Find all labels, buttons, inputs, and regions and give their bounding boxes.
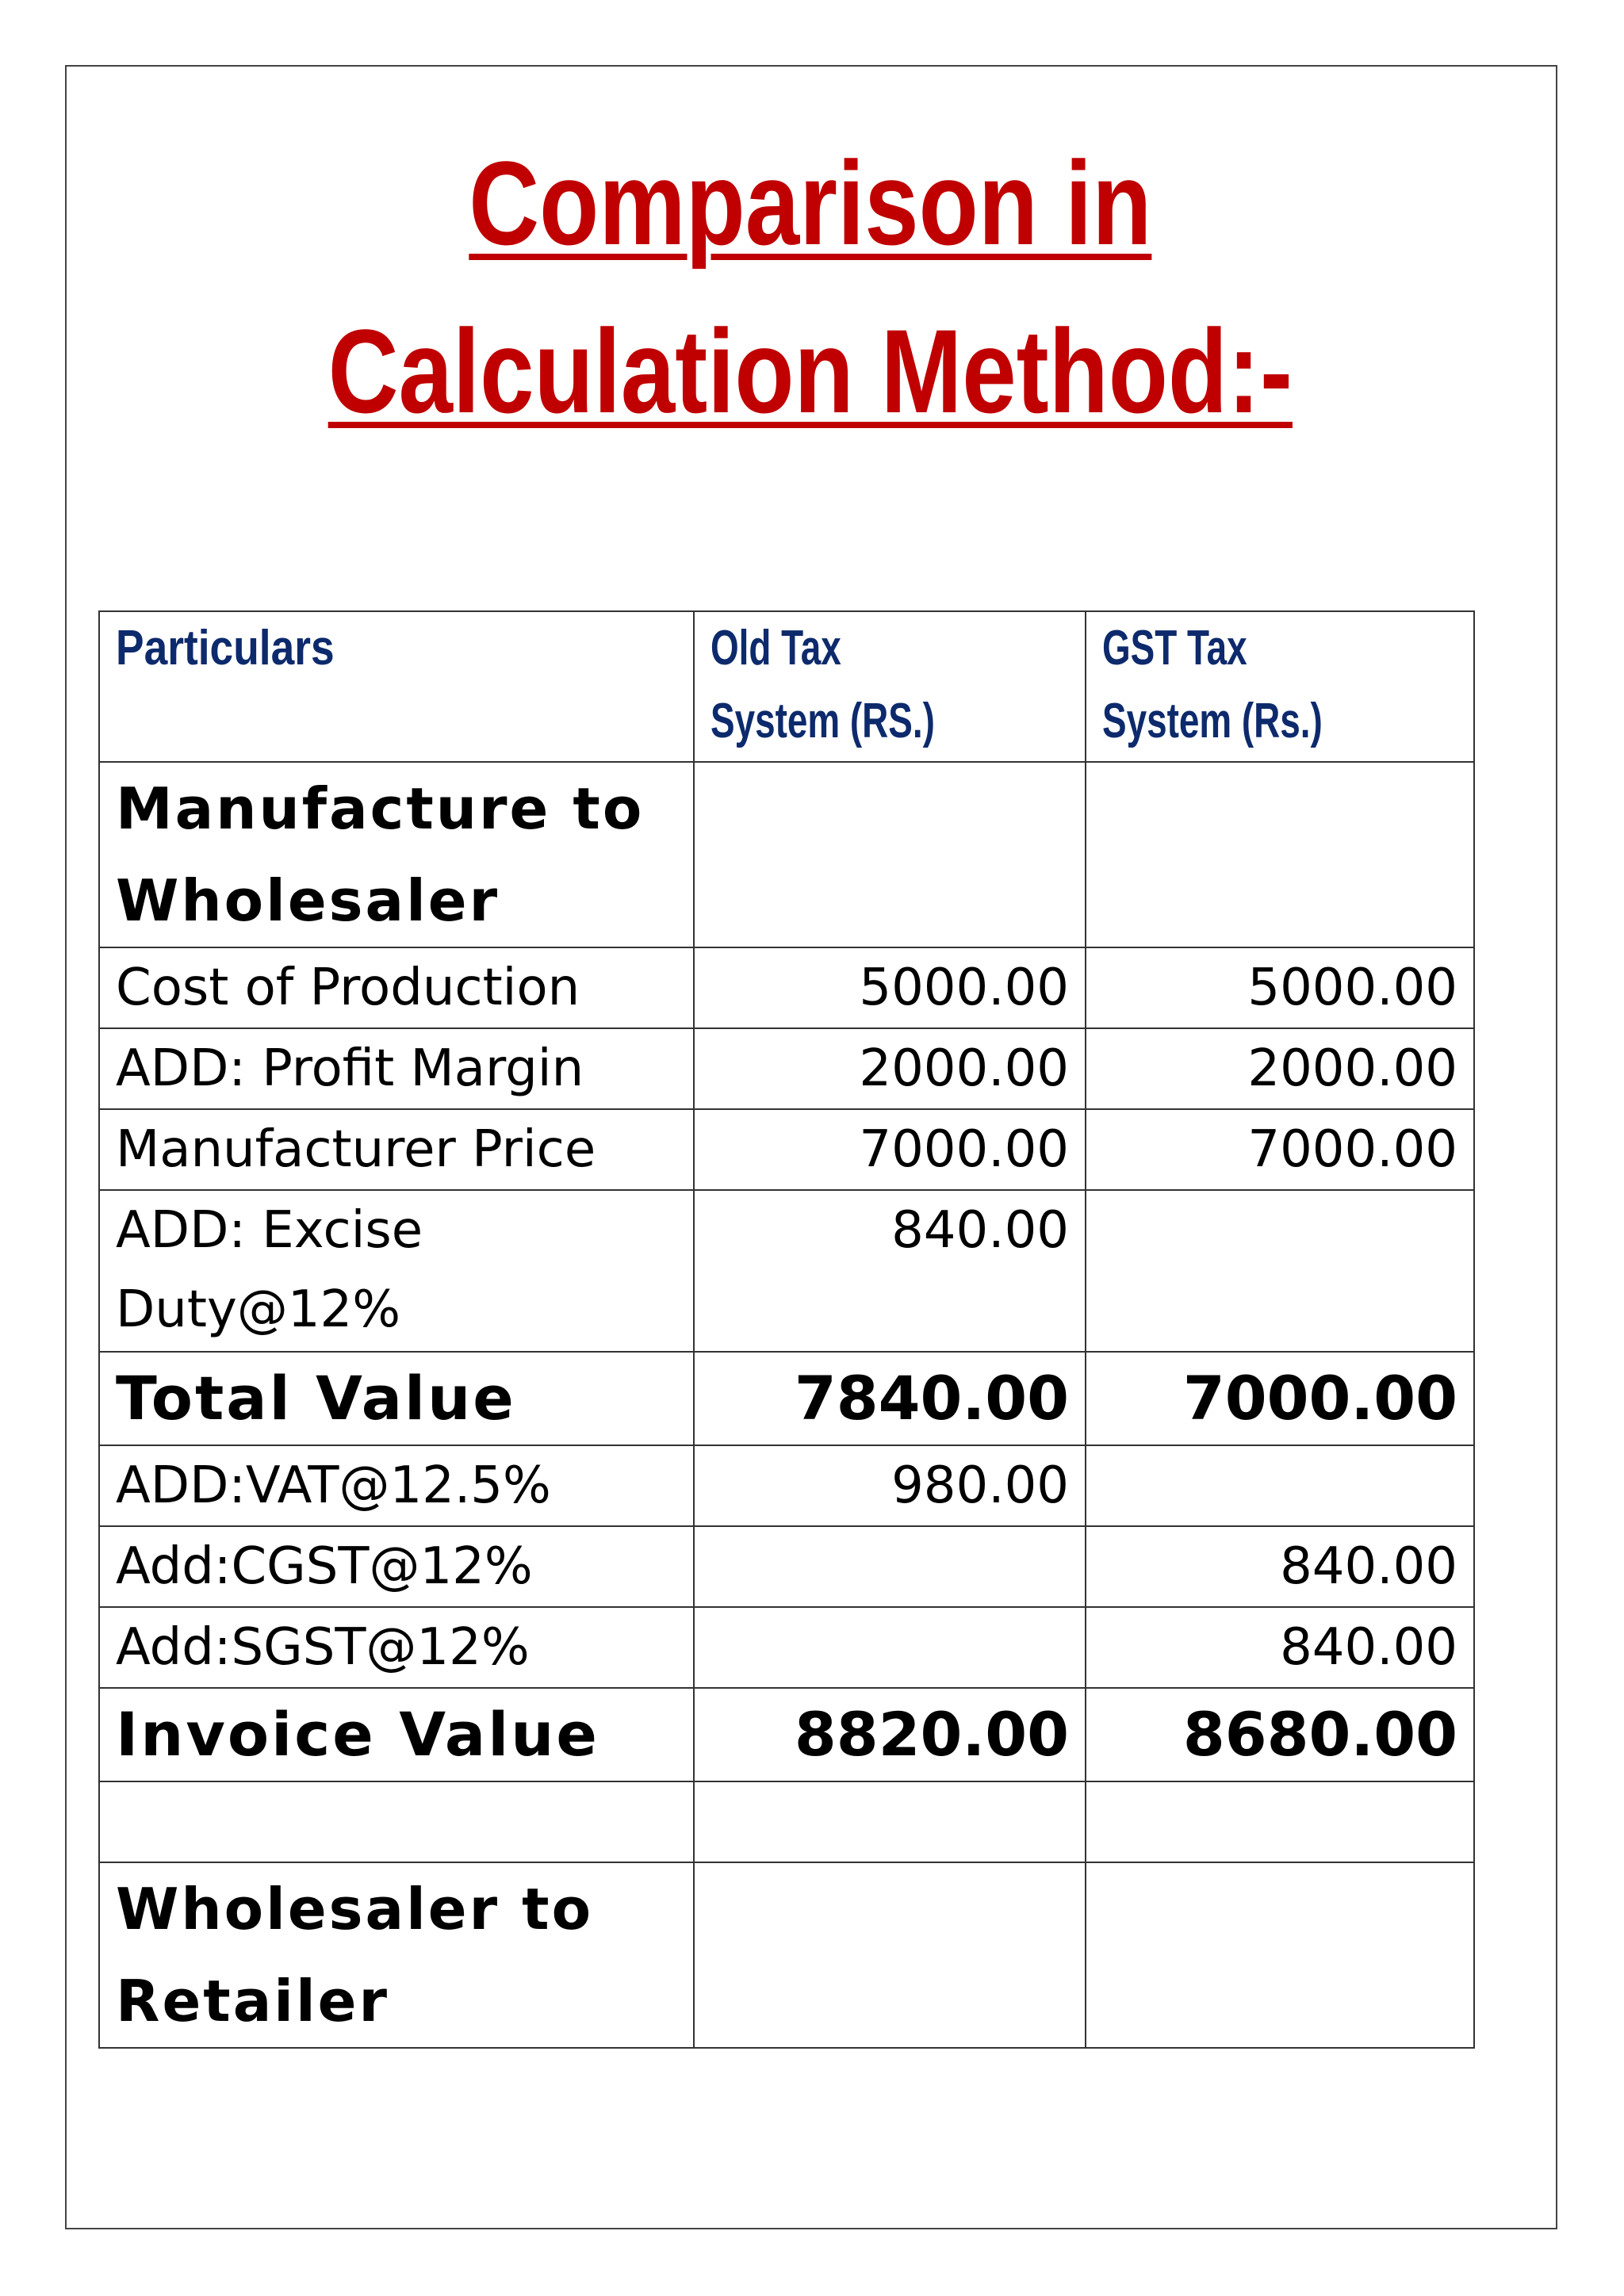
row-label: Cost of Production [99,947,694,1028]
gst-value: 2000.00 [1086,1028,1474,1109]
header-row [99,611,1474,762]
table-row [99,947,1474,1028]
table-row [99,1445,1474,1526]
table-row [99,1028,1474,1109]
row-label: Add:SGST@12% [99,1607,694,1688]
gst-value: 840.00 [1086,1607,1474,1688]
invoice-value-row [99,1688,1474,1781]
section-label: Manufacture to Wholesaler [99,762,694,947]
section-label: Wholesaler to Retailer [99,1862,694,2048]
old-value [694,1526,1086,1607]
gst-value: 7000.00 [1086,1109,1474,1190]
old-value: 8820.00 [694,1688,1086,1781]
old-value: 2000.00 [694,1028,1086,1109]
page-title [144,119,1476,455]
table-row-excise [99,1190,1474,1352]
row-label: ADD:VAT@12.5% [99,1445,694,1526]
old-value [694,1607,1086,1688]
section-row-manufacture [99,762,1474,947]
total-value-row [99,1352,1474,1445]
old-value: 980.00 [694,1445,1086,1526]
gst-value [1086,1190,1474,1352]
row-label: Manufacturer Price [99,1109,694,1190]
gst-value [1086,1445,1474,1526]
gst-value: 7000.00 [1086,1352,1474,1445]
row-label: ADD: Profit Margin [99,1028,694,1109]
row-label: Add:CGST@12% [99,1526,694,1607]
row-label: Total Value [99,1352,694,1445]
title-line-1: Comparison in [469,136,1152,270]
comparison-table [98,610,1475,2049]
gst-value: 5000.00 [1086,947,1474,1028]
row-label: ADD: Excise Duty@12% [99,1190,694,1352]
table-row [99,1607,1474,1688]
old-value: 5000.00 [694,947,1086,1028]
table-row [99,1526,1474,1607]
title-line-2: Calculation Method:- [327,304,1293,438]
table-row [99,1109,1474,1190]
gst-value: 8680.00 [1086,1688,1474,1781]
header-old-tax: Old Tax System (RS.) [694,611,1086,762]
section-row-wholesaler [99,1862,1474,2048]
old-value: 7000.00 [694,1109,1086,1190]
row-label: Invoice Value [99,1688,694,1781]
header-particulars: Particulars [99,611,694,762]
old-value: 7840.00 [694,1352,1086,1445]
gst-value: 840.00 [1086,1526,1474,1607]
empty-row [99,1781,1474,1862]
old-value: 840.00 [694,1190,1086,1352]
header-gst-tax: GST Tax System (Rs.) [1086,611,1474,762]
